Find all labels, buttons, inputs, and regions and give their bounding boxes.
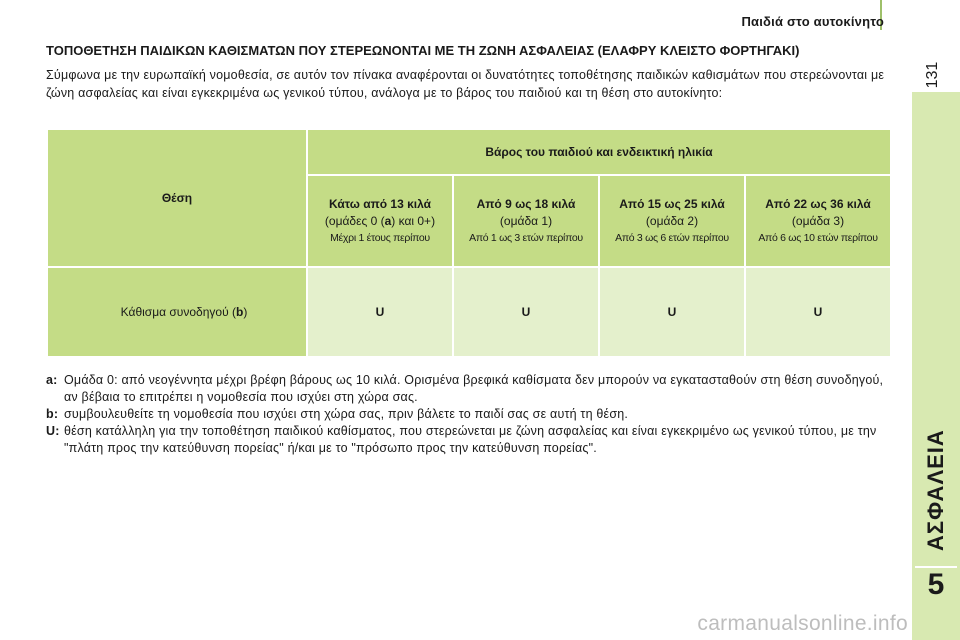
- group-age: Από 3 ως 6 ετών περίπου: [615, 231, 729, 244]
- child-seat-table: [46, 128, 892, 358]
- table-cell-value: U: [307, 267, 453, 357]
- group-title: Από 22 ως 36 κιλά: [765, 196, 871, 211]
- group-title: Από 15 ως 25 κιλά: [619, 196, 725, 211]
- table-cell-value: U: [745, 267, 891, 357]
- group-subtitle: (ομάδα 1): [499, 213, 553, 228]
- footnote-text: θέση κατάλληλη για την τοποθέτηση παιδικού καθίσματος, που στερεώνεται με ζώνη ασφαλείας και είναι εγκεκριμένο ως γενικού τύπου, με την "πλάτη προς την κατεύθυνση πορείας" ή/και με το "πρόσωπο προς την κατεύθυνση πορείας".: [64, 424, 877, 455]
- page-number: 131: [924, 61, 941, 89]
- group-header: [599, 175, 745, 267]
- group-subtitle: (ομάδα 3): [791, 213, 845, 228]
- group-header: [745, 175, 891, 267]
- footnote-key: b:: [46, 407, 59, 421]
- group-subtitle: (ομάδες 0 (a) και 0+): [324, 213, 436, 228]
- footnotes: [46, 372, 896, 457]
- chapter-number: 5: [927, 568, 945, 601]
- table-header-row: [47, 129, 891, 175]
- footnote-key: U:: [46, 424, 60, 438]
- sidebar-section-label: ΑΣΦΑΛΕΙΑ: [923, 429, 948, 551]
- group-age: Από 6 ως 10 ετών περίπου: [758, 231, 878, 244]
- footnote: [46, 423, 896, 457]
- footnote: [46, 372, 896, 406]
- group-subtitle: (ομάδα 2): [645, 213, 699, 228]
- intro-paragraph: Σύμφωνα με την ευρωπαϊκή νομοθεσία, σε αυτόν τον πίνακα αναφέρονται οι δυνατότητες τοποθέτησης παιδικών καθισμάτων που στερεώνονται με ζώνη ασφαλείας και είναι εγκεκριμένα ως γενικού τύπου, ανάλογα με το βάρος του παιδιού και τη θέση στο αυτοκίνητο:: [46, 68, 885, 100]
- group-age: Από 1 ως 3 ετών περίπου: [469, 231, 583, 244]
- table-cell-value: U: [599, 267, 745, 357]
- weight-header: Βάρος του παιδιού και ενδεικτική ηλικία: [307, 129, 891, 175]
- table-row: [47, 267, 891, 357]
- watermark: carmanualsonline.info: [697, 612, 908, 635]
- footnote-text: Ομάδα 0: από νεογέννητα μέχρι βρέφη βάρους ως 10 κιλά. Ορισμένα βρεφικά καθίσματα δεν μπορούν να εγκατασταθούν στη θέση συνοδηγού, αν βέβαια το επιτρέπει η νομοθεσία που ισχύει στη χώρα σας.: [64, 373, 884, 404]
- group-header: [307, 175, 453, 267]
- group-header: [453, 175, 599, 267]
- page-title: ΤΟΠΟΘΕΤΗΣΗ ΠΑΙΔΙΚΩΝ ΚΑΘΙΣΜΑΤΩΝ ΠΟΥ ΣΤΕΡΕΩΝΟΝΤΑΙ ΜΕ ΤΗ ΖΩΝΗ ΑΣΦΑΛΕΙΑΣ (ΕΛΑΦΡΥ ΚΛΕΙΣΤΟ ΦΟΡΤΗΓΑΚΙ): [46, 43, 800, 58]
- footnote-text: συμβουλευθείτε τη νομοθεσία που ισχύει στη χώρα σας, πριν βάλετε το παιδί σας σε αυτή τη θέση.: [64, 407, 629, 421]
- footnote: [46, 406, 896, 423]
- group-title: Κάτω από 13 κιλά: [328, 196, 432, 211]
- section-title: Παιδιά στο αυτοκίνητο: [741, 14, 884, 29]
- passenger-seat-label: Κάθισμα συνοδηγού (b): [47, 267, 307, 357]
- table-cell-value: U: [453, 267, 599, 357]
- group-title: Από 9 ως 18 κιλά: [476, 196, 576, 211]
- group-age: Μέχρι 1 έτους περίπου: [330, 231, 430, 244]
- sidebar-band: [912, 92, 960, 640]
- footnote-key: a:: [46, 373, 58, 387]
- position-header: Θέση: [47, 129, 307, 267]
